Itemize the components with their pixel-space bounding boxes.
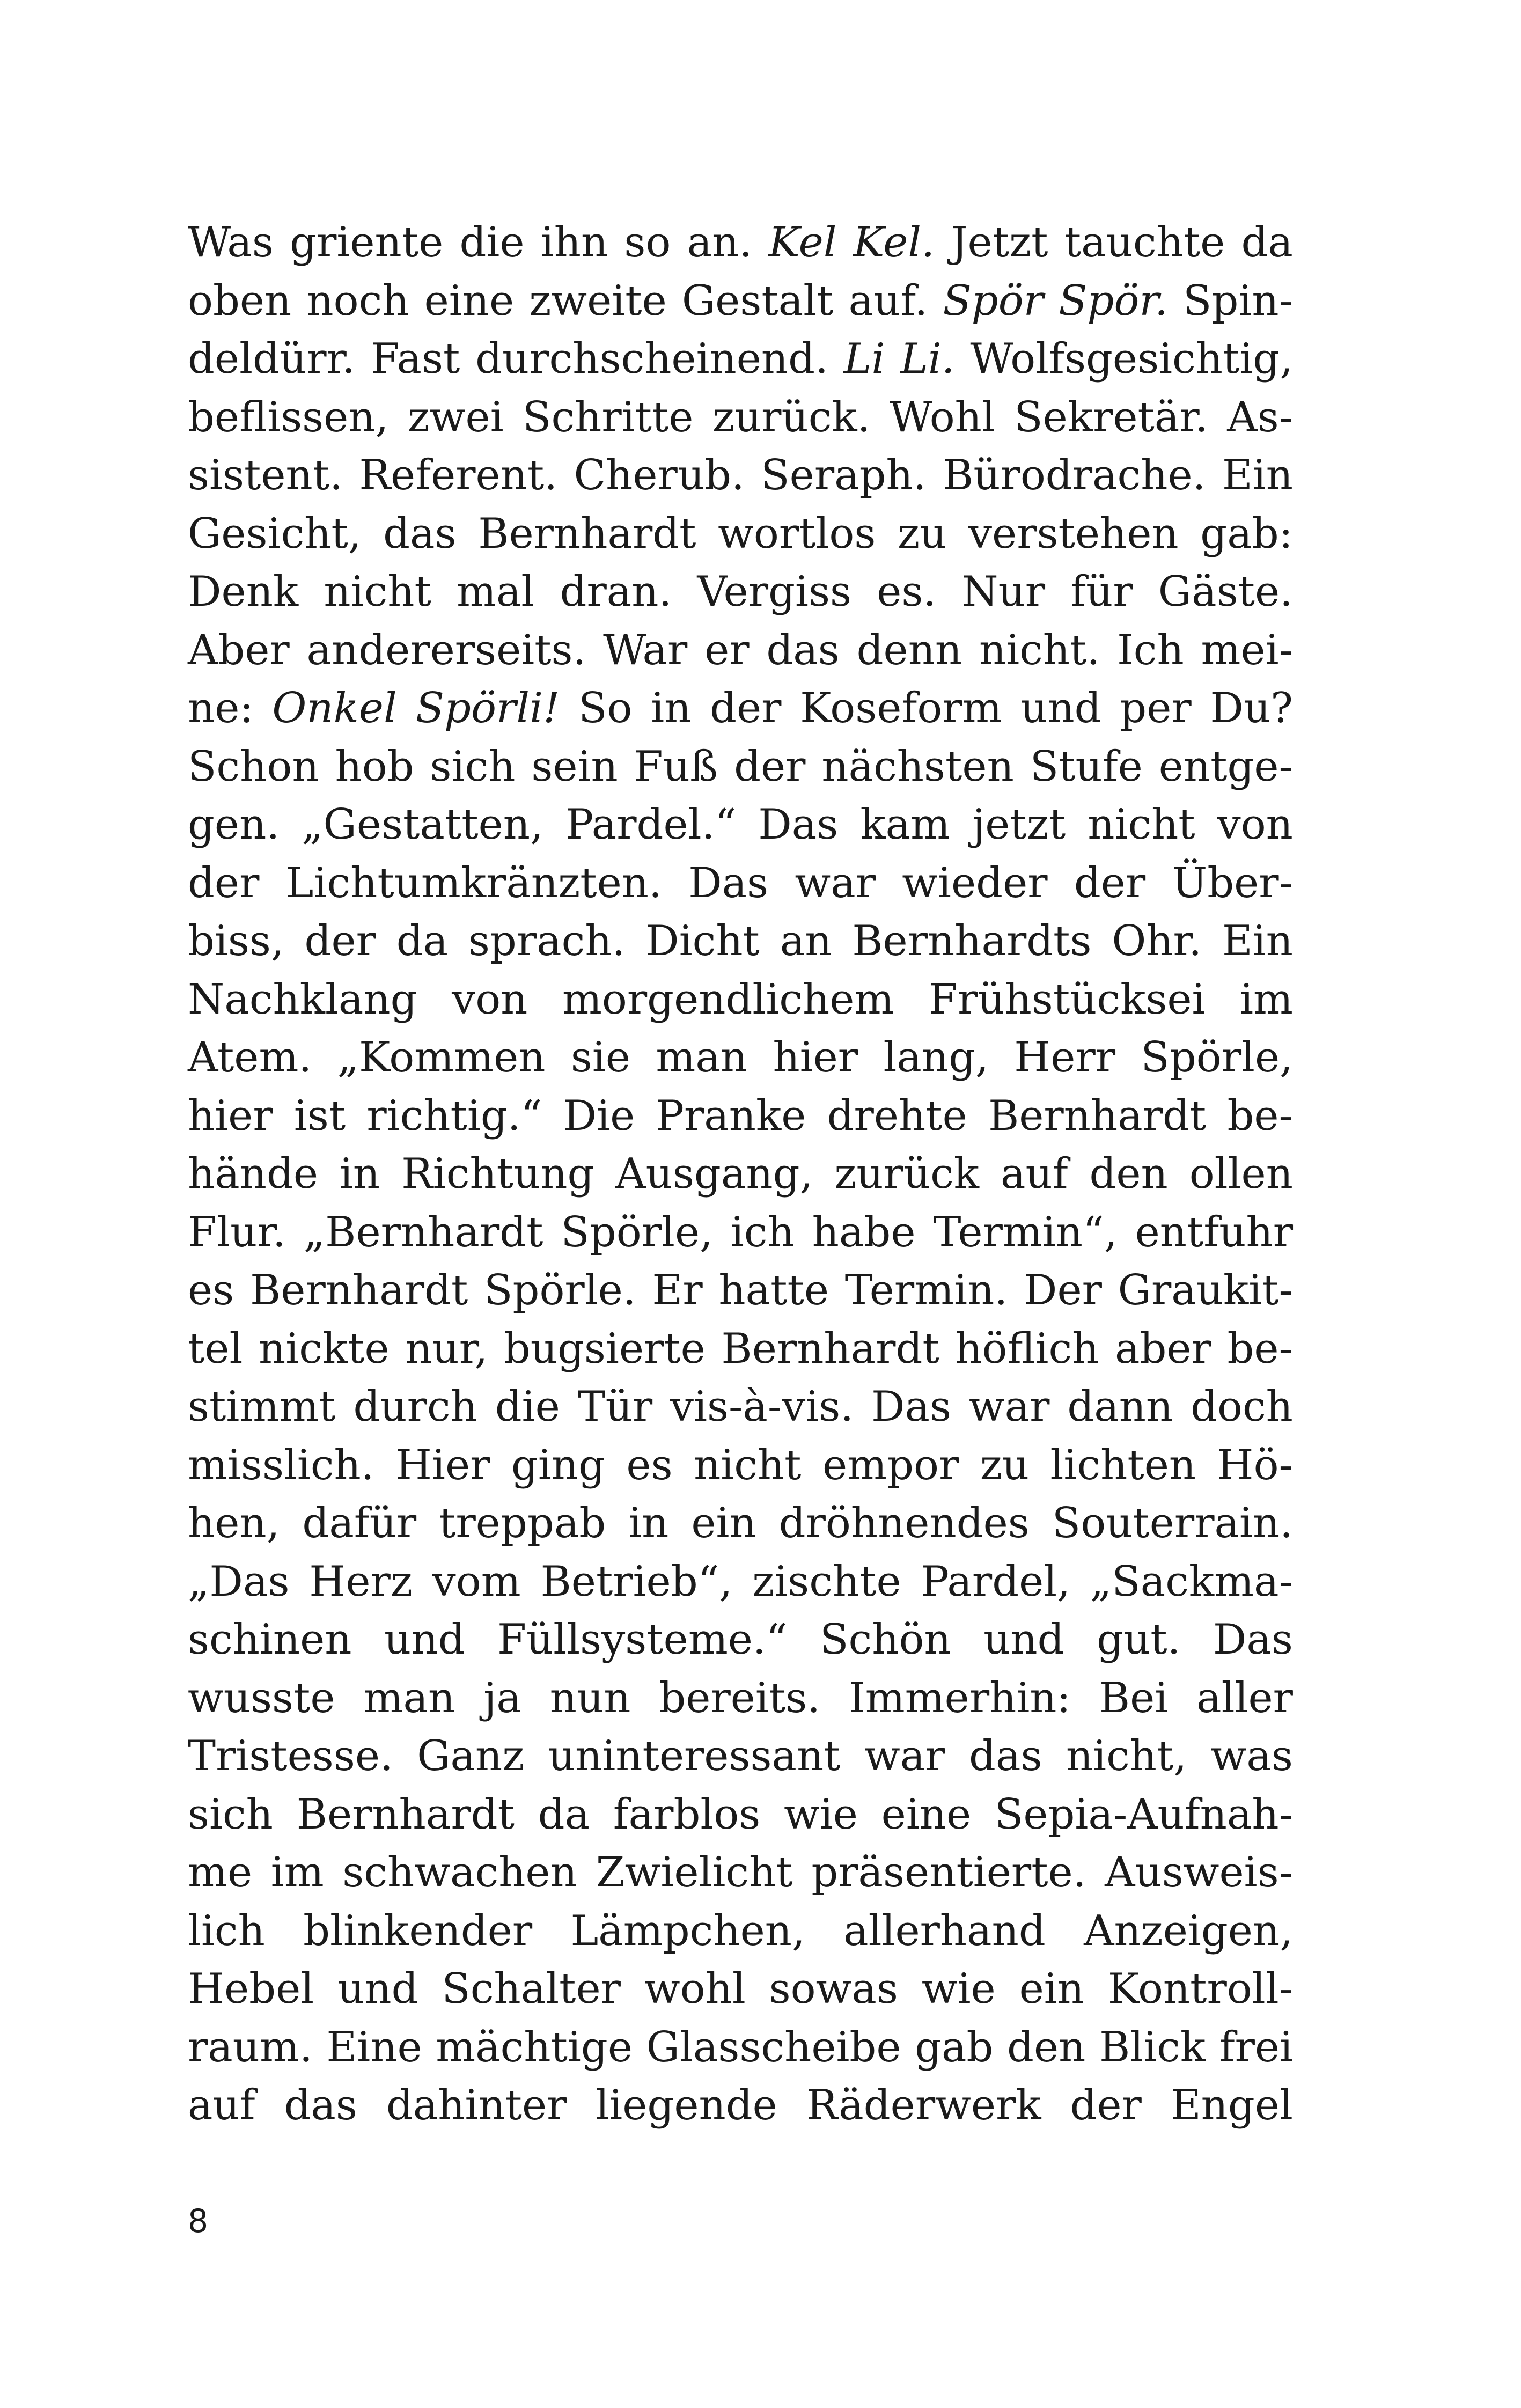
text-line <box>188 388 1293 447</box>
word: dröhnendes <box>778 1499 1030 1547</box>
word: biss, <box>188 917 284 965</box>
word: nur, <box>405 1324 488 1373</box>
word: Bernhardt <box>988 1091 1207 1140</box>
word: Li <box>843 335 885 383</box>
text-line <box>188 1669 1293 1728</box>
word: Jetzt <box>951 218 1048 267</box>
word: so <box>624 218 671 267</box>
text-line <box>188 1378 1293 1436</box>
word: hen, <box>188 1499 280 1547</box>
word: Pranke <box>656 1091 806 1140</box>
text-line <box>188 2018 1293 2077</box>
word: dann <box>1067 1383 1173 1431</box>
word: Das <box>758 801 839 849</box>
word: wieder <box>902 858 1048 907</box>
text-line <box>188 912 1293 971</box>
word: nickte <box>259 1324 390 1373</box>
word: Termin“, <box>933 1208 1118 1257</box>
word: Was <box>188 218 274 267</box>
word: nicht. <box>979 626 1100 674</box>
word: wohl <box>644 1965 746 2013</box>
word: und <box>1020 684 1101 732</box>
word: war <box>795 858 876 907</box>
text-line <box>188 214 1293 272</box>
word: das <box>284 2081 357 2130</box>
word: das <box>383 509 457 558</box>
word: uninteressant <box>548 1732 841 1780</box>
word: Vergiss <box>697 568 852 616</box>
word: habe <box>812 1208 916 1257</box>
word: Spörle, <box>561 1208 713 1257</box>
text-line <box>188 738 1293 796</box>
word: nicht, <box>1066 1732 1187 1780</box>
word: Herz <box>309 1557 413 1606</box>
word: be- <box>1227 1324 1293 1373</box>
text-line <box>188 1029 1293 1087</box>
word: Hö- <box>1217 1441 1293 1489</box>
word: zurück <box>834 1150 980 1198</box>
text-line <box>188 1902 1293 1961</box>
word: Ein <box>1222 917 1293 965</box>
word: Tür <box>577 1383 653 1431</box>
word: es. <box>877 568 937 616</box>
word: wie <box>784 1790 858 1839</box>
word: beflissen, <box>188 393 389 442</box>
word: „Das <box>188 1557 290 1606</box>
word: an <box>780 917 832 965</box>
word: Das <box>688 858 769 907</box>
word: treppab <box>439 1499 606 1547</box>
word: denn <box>856 626 962 674</box>
word: Koseform <box>800 684 1002 732</box>
word: Herr <box>1014 1033 1116 1082</box>
word: der <box>304 917 376 965</box>
text-line <box>188 330 1293 388</box>
word: im <box>270 1848 324 1897</box>
word: die <box>459 218 525 267</box>
word: lichten <box>1050 1441 1196 1489</box>
word: Bernhardt <box>721 1324 939 1373</box>
word: War <box>603 626 688 674</box>
word: der <box>1074 858 1146 907</box>
word: Anzeigen, <box>1084 1906 1293 1955</box>
text-line <box>188 446 1293 505</box>
word: in <box>628 1499 669 1547</box>
word: man <box>363 1673 455 1722</box>
word: Kel. <box>853 218 935 267</box>
word: vom <box>432 1557 521 1606</box>
word: war <box>864 1732 945 1780</box>
word: der <box>1070 2081 1142 2130</box>
word: der <box>710 684 782 732</box>
word: Gestalt <box>681 276 834 325</box>
word: entge- <box>1158 742 1293 791</box>
word: Termin. <box>844 1266 1008 1315</box>
word: kam <box>860 801 951 849</box>
word: allerhand <box>843 1906 1046 1955</box>
word: entfuhr <box>1135 1208 1293 1257</box>
word: Denk <box>188 568 299 616</box>
word: in <box>339 1150 380 1198</box>
word: Ein <box>1222 451 1293 500</box>
word: Atem. <box>188 1033 312 1082</box>
word: Schritte <box>523 393 694 442</box>
word: tauchte <box>1064 218 1225 267</box>
word: Flur. <box>188 1208 286 1257</box>
word: das <box>969 1732 1042 1780</box>
word: Gäste. <box>1158 568 1293 616</box>
word: es <box>188 1266 234 1315</box>
word: war <box>968 1383 1050 1431</box>
word: Zwielicht <box>596 1848 793 1897</box>
word: Gesicht, <box>188 509 362 558</box>
word: hier <box>773 1033 858 1082</box>
word: ne: <box>188 684 254 732</box>
word: auf <box>188 2081 255 2130</box>
word: frei <box>1219 2023 1293 2072</box>
word: zurück. <box>712 393 871 442</box>
text-line <box>188 505 1293 563</box>
word: Referent. <box>359 451 558 500</box>
word: zu <box>980 1441 1030 1489</box>
word: raum. <box>188 2023 313 2072</box>
word: Räderwerk <box>806 2081 1041 2130</box>
word: präsentierte. <box>811 1848 1086 1897</box>
word: dafür <box>302 1499 417 1547</box>
word: was <box>1210 1732 1293 1780</box>
word: morgendlichem <box>562 975 894 1024</box>
word: Betrieb“, <box>540 1557 733 1606</box>
word: da <box>1241 218 1293 267</box>
word: nicht <box>694 1441 802 1489</box>
word: wortlos <box>718 509 876 558</box>
word: doch <box>1191 1383 1293 1431</box>
word: verstehen <box>968 509 1179 558</box>
word: schwachen <box>342 1848 577 1897</box>
word: ist <box>293 1091 346 1140</box>
word: wie <box>921 1965 996 2013</box>
word: Wohl <box>889 393 995 442</box>
word: ollen <box>1189 1150 1293 1198</box>
word: „Sackma- <box>1090 1557 1293 1606</box>
text-line <box>188 971 1293 1029</box>
text-line <box>188 1844 1293 1902</box>
word: ja <box>483 1673 521 1722</box>
word: drehte <box>827 1091 967 1140</box>
word: Spörle. <box>484 1266 636 1315</box>
word: Ohr. <box>1112 917 1202 965</box>
word: sprach. <box>468 917 626 965</box>
word: da <box>538 1790 590 1839</box>
word: Bernhardt <box>478 509 696 558</box>
word: zwei <box>407 393 504 442</box>
word: Bei <box>1099 1673 1169 1722</box>
word: Richtung <box>401 1150 594 1198</box>
word: bereits. <box>659 1673 821 1722</box>
text-line <box>188 854 1293 913</box>
word: So <box>578 684 633 732</box>
word: dahinter <box>386 2081 567 2130</box>
word: Kontroll- <box>1107 1965 1293 2013</box>
word: es <box>626 1441 673 1489</box>
word: gut. <box>1097 1616 1181 1664</box>
word: „Bernhardt <box>303 1208 543 1257</box>
word: Dicht <box>645 917 760 965</box>
word: Spin- <box>1183 276 1293 325</box>
word: Du? <box>1210 684 1293 732</box>
text-line <box>188 1727 1293 1786</box>
word: aller <box>1196 1673 1293 1722</box>
word: lich <box>188 1906 265 1955</box>
word: ihn <box>540 218 608 267</box>
word: richtig.“ <box>366 1091 542 1140</box>
word: Eine <box>326 2023 422 2072</box>
word: zu <box>898 509 947 558</box>
text-line <box>188 2076 1293 2135</box>
word: mal <box>456 568 535 616</box>
word: der <box>188 858 260 907</box>
word: misslich. <box>188 1441 374 1489</box>
word: Hier <box>395 1441 490 1489</box>
word: farblos <box>613 1790 761 1839</box>
word: Frühstücksei <box>928 975 1206 1024</box>
word: sein <box>531 742 618 791</box>
word: und <box>384 1616 465 1664</box>
word: auf <box>1000 1150 1068 1198</box>
word: Fast <box>370 335 460 383</box>
page-number: 8 <box>188 2203 209 2240</box>
word: Spörle, <box>1141 1033 1293 1082</box>
word: Der <box>1023 1266 1102 1315</box>
text-line <box>188 1553 1293 1611</box>
word: die <box>495 1383 560 1431</box>
text-line <box>188 621 1293 680</box>
word: Spör. <box>1059 276 1168 325</box>
word: Immerhin: <box>848 1673 1071 1722</box>
word: ging <box>511 1441 605 1489</box>
word: Nachklang <box>188 975 417 1024</box>
word: Schalter <box>442 1965 621 2013</box>
word: empor <box>822 1441 959 1489</box>
word: vis-à-vis. <box>670 1383 854 1431</box>
word: Sepia-Aufnah- <box>994 1790 1293 1839</box>
text-line <box>188 1436 1293 1495</box>
word: sistent. <box>188 451 343 500</box>
word: Blick <box>1099 2023 1206 2072</box>
word: Glasscheibe <box>646 2023 901 2072</box>
word: ein <box>691 1499 756 1547</box>
word: zweite <box>529 276 667 325</box>
text-line <box>188 1261 1293 1320</box>
word: hob <box>335 742 414 791</box>
word: Die <box>563 1091 635 1140</box>
word: sich <box>188 1790 273 1839</box>
word: deldürr. <box>188 335 355 383</box>
word: Lämpchen, <box>570 1906 805 1955</box>
word: Das <box>871 1383 952 1431</box>
word: oben <box>188 276 292 325</box>
word: Sekretär. <box>1014 393 1208 442</box>
word: Bernhardt <box>249 1266 468 1315</box>
word: und <box>337 1965 418 2013</box>
word: Bernhardts <box>852 917 1092 965</box>
word: stimmt <box>188 1383 336 1431</box>
word: an. <box>687 218 753 267</box>
word: gab: <box>1200 509 1293 558</box>
word: lang, <box>883 1033 989 1082</box>
word: er <box>704 626 750 674</box>
word: Spör <box>943 276 1044 325</box>
word: „Gestatten, <box>302 801 543 849</box>
word: von <box>1217 801 1293 849</box>
word: mächtige <box>436 2023 633 2072</box>
word: den <box>1007 2023 1086 2072</box>
word: Spörli! <box>415 684 560 732</box>
word: jetzt <box>972 801 1066 849</box>
word: eine <box>424 276 515 325</box>
text-line <box>188 1087 1293 1146</box>
word: der <box>734 742 806 791</box>
word: da <box>396 917 449 965</box>
word: Nur <box>961 568 1046 616</box>
word: für <box>1070 568 1133 616</box>
word: Souterrain. <box>1052 1499 1293 1547</box>
text-line <box>188 272 1293 331</box>
body-text <box>188 214 1293 2135</box>
word: Lichtumkränzten. <box>285 858 662 907</box>
word: in <box>651 684 692 732</box>
text-line <box>188 679 1293 738</box>
word: Pardel, <box>921 1557 1071 1606</box>
word: „Kommen <box>337 1033 546 1082</box>
word: Füllsysteme.“ <box>497 1616 788 1664</box>
text-line <box>188 796 1293 854</box>
word: Kel <box>768 218 837 267</box>
word: hände <box>188 1150 319 1198</box>
word: man <box>656 1033 748 1082</box>
word: auf. <box>848 276 928 325</box>
word: Ganz <box>417 1732 525 1780</box>
word: ein <box>1019 1965 1084 2013</box>
word: Hebel <box>188 1965 314 2013</box>
word: aber <box>1114 1324 1211 1373</box>
text-line <box>188 1203 1293 1262</box>
word: sie <box>570 1033 630 1082</box>
word: Tristesse. <box>188 1732 393 1780</box>
word: Wolfsgesichtig, <box>970 335 1293 383</box>
word: liegende <box>596 2081 777 2130</box>
word: Das <box>1213 1616 1293 1664</box>
text-line <box>188 1320 1293 1378</box>
text-line <box>188 1494 1293 1553</box>
word: sich <box>430 742 516 791</box>
word: be- <box>1227 1091 1293 1140</box>
word: Ausweis- <box>1105 1848 1293 1897</box>
word: das <box>766 626 840 674</box>
word: Aber <box>188 626 290 674</box>
text-line <box>188 1145 1293 1203</box>
word: nicht <box>1088 801 1195 849</box>
word: blinkender <box>303 1906 533 1955</box>
word: Li. <box>900 335 955 383</box>
word: Onkel <box>272 684 397 732</box>
word: ich <box>730 1208 795 1257</box>
word: Schön <box>820 1616 951 1664</box>
word: nun <box>549 1673 631 1722</box>
word: und <box>983 1616 1064 1664</box>
word: griente <box>290 218 444 267</box>
word: me <box>188 1848 253 1897</box>
word: Pardel.“ <box>565 801 737 849</box>
word: andererseits. <box>306 626 586 674</box>
word: nicht <box>324 568 431 616</box>
word: Fuß <box>634 742 718 791</box>
word: As- <box>1227 393 1293 442</box>
word: Seraph. <box>761 451 927 500</box>
word: sowas <box>769 1965 898 2013</box>
text-line <box>188 1786 1293 1844</box>
word: dran. <box>560 568 672 616</box>
word: Graukit- <box>1118 1266 1293 1315</box>
text-line <box>188 1611 1293 1669</box>
word: nächsten <box>821 742 1014 791</box>
word: Ausgang, <box>615 1150 813 1198</box>
word: durch <box>353 1383 477 1431</box>
word: durchscheinend. <box>475 335 828 383</box>
word: Schon <box>188 742 319 791</box>
word: wusste <box>188 1673 335 1722</box>
word: Er <box>652 1266 703 1315</box>
word: hier <box>188 1091 273 1140</box>
word: gab <box>915 2023 994 2072</box>
word: Über- <box>1172 858 1293 907</box>
text-line <box>188 563 1293 621</box>
word: bugsierte <box>503 1324 706 1373</box>
word: von <box>452 975 528 1024</box>
text-line <box>188 1960 1293 2018</box>
word: Cherub. <box>574 451 745 500</box>
word: Stufe <box>1030 742 1143 791</box>
word: höflich <box>955 1324 1099 1373</box>
word: Ich <box>1116 626 1184 674</box>
word: zischte <box>752 1557 901 1606</box>
word: schinen <box>188 1616 352 1664</box>
word: noch <box>306 276 409 325</box>
word: Bernhardt <box>296 1790 515 1839</box>
word: im <box>1240 975 1293 1024</box>
word: mei- <box>1201 626 1293 674</box>
word: gen. <box>188 801 280 849</box>
word: eine <box>881 1790 972 1839</box>
word: per <box>1120 684 1192 732</box>
word: hatte <box>718 1266 829 1315</box>
word: den <box>1089 1150 1168 1198</box>
word: tel <box>188 1324 243 1373</box>
word: Bürodrache. <box>943 451 1206 500</box>
word: Engel <box>1170 2081 1293 2130</box>
